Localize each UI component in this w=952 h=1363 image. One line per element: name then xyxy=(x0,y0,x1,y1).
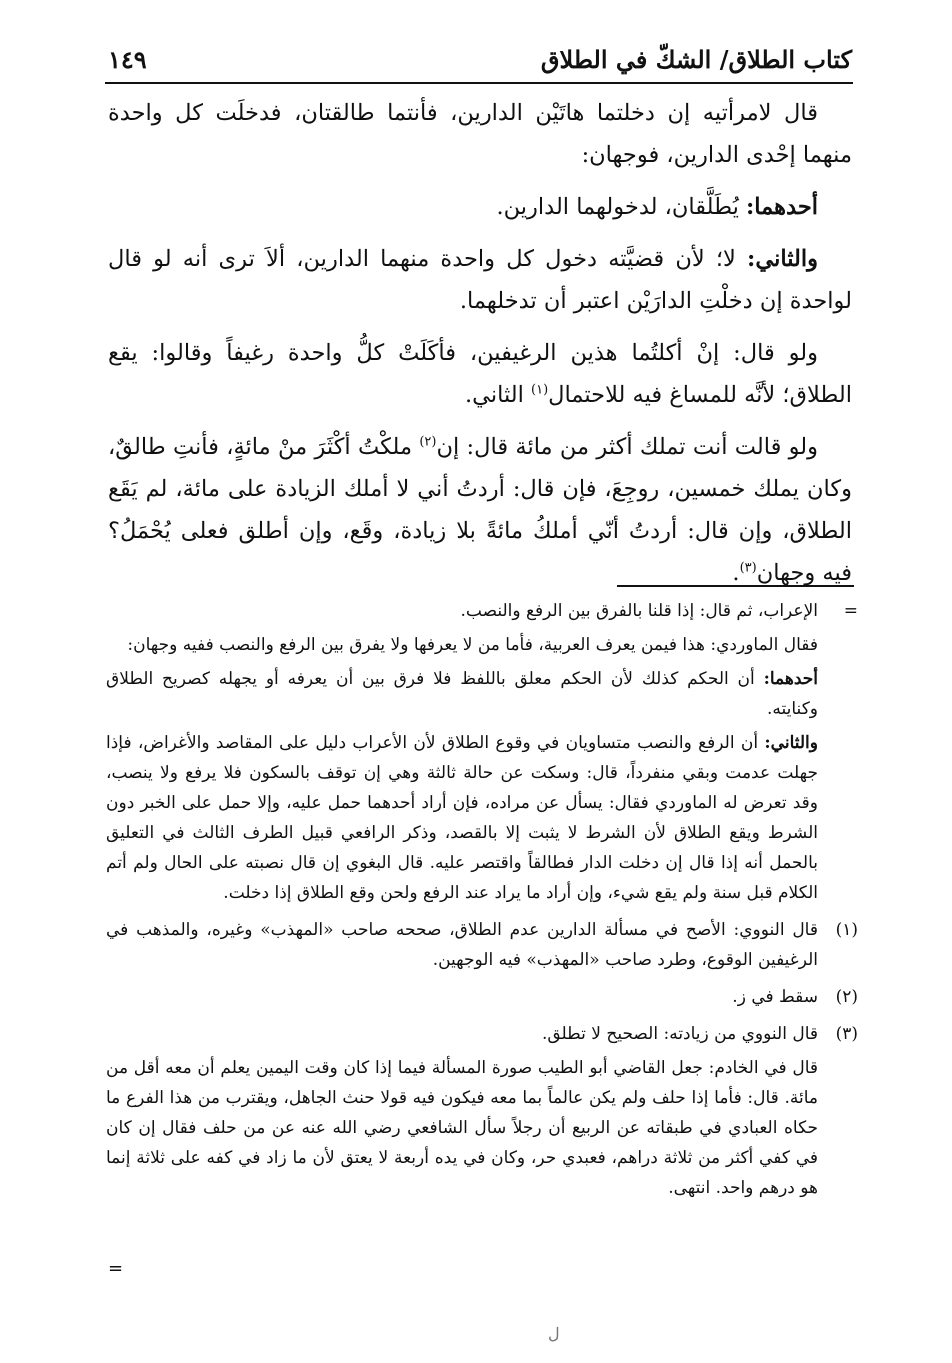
continuation-marker: = xyxy=(843,601,858,621)
paragraph-text: ولو قال: إنْ أكلتُما هذين الرغيفين، فأكَلَتْ كلُّ واحدة رغيفاً وقالوا: يقع الطلاق؛ لأنَّه للمساغ فيه للاحتمال xyxy=(108,340,852,408)
paragraph xyxy=(108,92,852,176)
footnote-text: الإعراب، ثم قال: إذا قلنا بالفرق بين الرفع والنصب. xyxy=(460,601,818,621)
footnote-marker: (١) xyxy=(835,920,858,940)
paragraph-text: ولو قالت أنت تملك أكثر من مائة قال: إن xyxy=(436,434,818,460)
footnote-1 xyxy=(106,915,858,979)
footnote-ref[interactable]: (١) xyxy=(531,382,549,398)
footnote-marker: (٢) xyxy=(835,987,858,1007)
footnote-continued xyxy=(106,596,858,912)
running-header xyxy=(108,34,852,74)
paragraph xyxy=(108,186,852,228)
footnote-text: سقط في ز. xyxy=(732,987,818,1007)
footnote-body xyxy=(106,1019,818,1207)
paragraph xyxy=(108,238,852,322)
footnote-text: قال في الخادم: جعل القاضي أبو الطيب صورة المسألة فيما إذا كان وقت اليمين يعلم أن معه أقل من مائة. قال: فأما إذا حلف ولم يكن عالماً بما معه فيكون فيه قولا حنث الجاهل، ويقترب من هذا الفرع ما حكاه العبادي في طبقاته عن الربيع أن رجلاً سأل الشافعي رضي الله عنه عن من حلف فقال إن كان في كفي أكثر من ثلاثة دراهم، فعبدي حر، وكان في يده أربعة لا يعتق لأن ما زاد في كفه على ثلاثة إنما هو درهم واحد. انتهى. xyxy=(106,1058,818,1198)
page-number: ١٤٩ xyxy=(108,45,147,74)
footnotes xyxy=(106,596,858,1210)
paragraph-text: ملكْتُ أكْثَرَ منْ مائةٍ، فأنتِ طالقٌ، وكان يملك خمسين، روجِعَ، فإن قال: أردتُ أني لا أملك الزيادة على مائة، لم يَقَع الطلاق، وإن قال: أردتُ أنّي أملكُ مائةً بلا زيادة، وقَع، وإن أطلق فعلى يُحْمَلُ؟ فيه وجهان xyxy=(108,434,852,586)
header-rule xyxy=(105,82,853,84)
header-title: كتاب الطلاق/ الشكّ في الطلاق xyxy=(540,45,852,74)
footnote-body xyxy=(106,596,818,912)
paragraph-text: لا؛ لأن قضيَّته دخول كل واحدة منهما الدارين، ألاَ ترى أنه لو قال لواحدة إن دخلْتِ الدارَيْن اعتبر أن تدخلهما. xyxy=(108,246,852,314)
paragraph-text: قال لامرأتيه إن دخلتما هاتَيْن الدارين، فأنتما طالقتان، فدخلَت كل واحدة منهما إحْدى الدارين، فوجهان: xyxy=(108,100,852,168)
footnote-paragraph xyxy=(106,664,818,724)
paragraph-text: الثاني. xyxy=(464,382,532,408)
footnote-lead: أحدهما: xyxy=(763,669,818,689)
paragraph-text: يُطَلَّقان، لدخولهما الدارين. xyxy=(496,194,746,220)
footnote-body xyxy=(106,915,818,979)
footnote-text: قال النووي: الأصح في مسألة الدارين عدم الطلاق، صححه صاحب «المهذب» وغيره، والمذهب في الرغيفين الوقوع، وطرد صاحب «المهذب» فيه الوجهين. xyxy=(106,920,818,970)
footnote-rule xyxy=(617,585,854,587)
footnote-2 xyxy=(106,982,858,1016)
footnote-body xyxy=(106,982,818,1016)
footnote-text: فقال الماوردي: هذا فيمن يعرف العربية، فأما من لا يعرفها ولا يفرق بين الرفع والنصب ففيه وجهان: xyxy=(127,635,818,655)
footnote-3 xyxy=(106,1019,858,1207)
paragraph-text: . xyxy=(732,560,740,586)
main-text xyxy=(108,92,852,604)
footnote-text: قال النووي من زيادته: الصحيح لا تطلق. xyxy=(541,1024,818,1044)
paragraph xyxy=(108,332,852,416)
footnote-lead: والثاني: xyxy=(764,733,818,753)
footnote-paragraph xyxy=(106,728,818,908)
footnote-text: أن الرفع والنصب متساويان في وقوع الطلاق لأن الأعراب دليل على المقاصد والأغراض، فإذا جهلت عدمت وبقي منفرداً، قال: وسكت عن حالة ثالثة وهي إن توقف بالسكون فلا يرفع ولا ينصب، وقد تعرض له الماوردي فقال: يسأل عن مراده، فإن أراد أحدهما حمل عليه، وإلا حمل على الخبر دون الشرط ويقع الطلاق لأن الشرط لا يثبت إلا بالقصد، وذكر الرافعي قبيل الطرف الثالث في التعليق بالحمل أنه إذا قال إن دخلت الدار فطالقاً واقتصر عليه. قال البغوي إن قال نصبته على الحال ولم أتم الكلام قبل سنة ولم يقع شيء، وإن أراد ما يراد عند الرفع ولحن وقع الطلاق إذا دخلت. xyxy=(106,733,818,903)
paragraph-lead: أحدهما: xyxy=(745,194,818,220)
scan-mark: ل xyxy=(548,1324,560,1343)
footnote-ref[interactable]: (٢) xyxy=(419,434,437,450)
paragraph-lead: والثاني: xyxy=(747,246,818,272)
paragraph xyxy=(108,426,852,594)
footnote-ref[interactable]: (٣) xyxy=(739,560,757,576)
footnote-text: أن الحكم كذلك لأن الحكم معلق باللفظ فلا فرق بين أن يعرفه أو يجهله كصريح الطلاق وكنايته. xyxy=(106,669,818,719)
footnote-marker: (٣) xyxy=(835,1024,858,1044)
continuation-marker-end: = xyxy=(108,1258,124,1279)
